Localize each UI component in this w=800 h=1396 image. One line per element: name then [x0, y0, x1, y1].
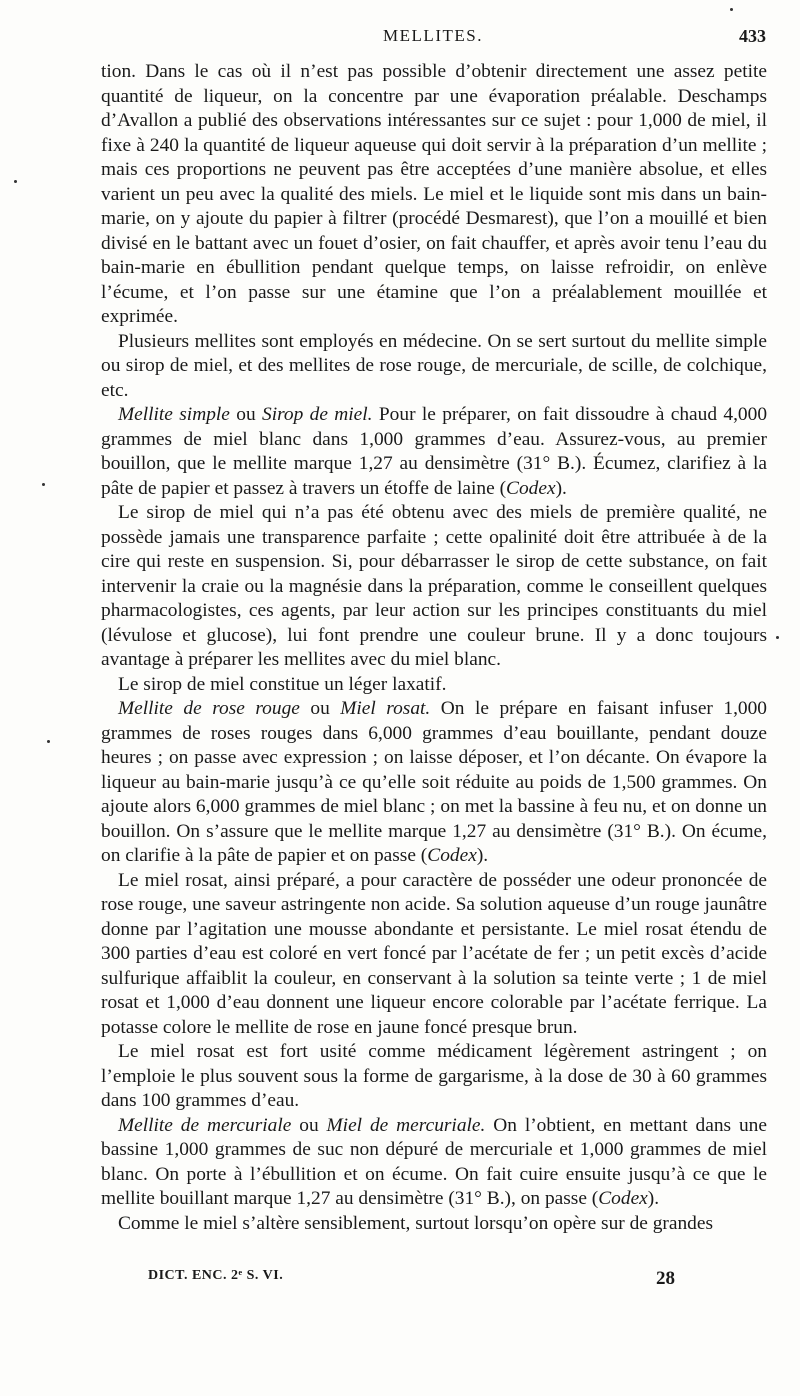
running-title: MELLITES. — [383, 26, 483, 45]
paragraph: Le miel rosat, ainsi préparé, a pour caractère de posséder une odeur prononcée de rose rouge, une saveur astringente non acide. Sa solution aqueuse d’un rouge jaunâtre donne par l’agitation une mousse abondante et persistante. Le miel rosat étendu de 300 parties d’eau est coloré en vert foncé par l’acétate de fer ; un petit excès d’acide sulfurique affaiblit la couleur, en conservant à la solution sa teinte verte ; 1 de miel rosat et 1,000 d’eau donnent une liqueur encore colorable par l’acétate ferrique. La potasse colore le mellite de rose en jaune foncé presque brun. — [101, 869, 767, 1038]
paragraph: Comme le miel s’altère sensiblement, surtout lorsqu’on opère sur de grandes — [118, 1212, 714, 1234]
signature-number: 28 — [656, 1268, 675, 1289]
scan-speck — [42, 483, 45, 486]
scan-speck — [730, 8, 733, 11]
paragraph-mellite-rose: Mellite de rose rouge ou Miel rosat. On le prépare en faisant infuser 1,000 grammes de roses rouges dans 6,000 grammes d’eau bouillante, pendant douze heures ; on passe avec expression ; on laisse déposer, et l’on décante. On évapore la liqueur au bain-marie jusqu’à ce qu’elle soit réduite au poids de 1,500 grammes. On ajoute alors 6,000 grammes de miel blanc ; on met la bassine à feu nu, et on donne un bouillon. On s’assure que le mellite marque 1,27 au densimètre (31° B.). On écume, on clarifie à la pâte de papier et on passe (Codex). — [101, 698, 767, 866]
entry-title: Mellite de rose rouge — [118, 698, 300, 719]
entry-title-alt: Miel de mercuriale. — [326, 1114, 486, 1136]
body-text — [101, 60, 767, 1236]
paragraph: Le sirop de miel constitue un léger laxatif. — [118, 673, 447, 695]
entry-title-alt: Miel rosat. — [340, 698, 431, 719]
paragraph: Le miel rosat est fort usité comme médicament légèrement astringent ; on l’emploie le plus souvent sous la forme de gargarisme, à la dose de 30 à 60 grammes dans 100 grammes d’eau. — [101, 1041, 767, 1111]
page-header — [100, 26, 766, 50]
paragraph-continuation: tion. Dans le cas où il n’est pas possible d’obtenir directement une assez petite quantité de liqueur, on la concentre par une évaporation préalable. Deschamps d’Avallon a publié des observations intéressantes sur ce sujet : pour 1,000 de miel, il fixe à 240 la quantité de liqueur aqueuse qui doit servir à la préparation d’un mellite ; mais ces proportions ne peuvent pas être acceptées d’une manière absolue, et elles varient un peu avec la qualité des miels. Le miel et le liquide sont mis dans un bain-marie, on y ajoute du papier à filtrer (procédé Desmarest), que l’on a mouillé et bien divisé en le battant avec un fouet d’osier, on fait chauffer, et après avoir tenu l’eau du bain-marie en ébullition pendant quelque temps, on laisse refroidir, on enlève l’écume, et l’on passe sur une étamine que l’on a préalablement mouillée et exprimée. — [101, 61, 767, 327]
scan-speck — [776, 636, 779, 639]
paragraph: Le sirop de miel qui n’a pas été obtenu avec des miels de première qualité, ne possède jamais une transparence parfaite ; cette opalinité doit être attribuée à de la cire qui reste en suspension. Si, pour débarrasser le sirop de cette substance, on fait intervenir la craie ou la magnésie dans la préparation, comme le conseillent quelques pharmacologistes, ces agents, par leur action sur les principes constituants du miel (lévulose et glucose), lui font prendre une couleur brune. Il y a donc toujours avantage à préparer les mellites avec du miel blanc. — [101, 502, 767, 670]
paragraph-mellite-simple: Mellite simple ou Sirop de miel. Pour le préparer, on fait dissoudre à chaud 4,000 grammes de miel blanc dans 1,000 grammes d’eau. Assurez-vous, au premier bouillon, que le mellite marque 1,27 au densimètre (31° B.). Écumez, clarifiez à la pâte de papier et passez à travers un étoffe de laine (Codex). — [101, 404, 768, 499]
source-codex: Codex — [506, 477, 556, 499]
page-footer — [148, 1268, 678, 1292]
entry-title-alt: Sirop de miel. — [262, 404, 373, 425]
source-codex: Codex — [598, 1188, 648, 1209]
paragraph: Plusieurs mellites sont employés en médecine. On se sert surtout du mellite simple ou sirop de miel, et des mellites de rose rouge, de mercuriale, de scille, de colchique, etc. — [101, 330, 767, 401]
entry-title: Mellite simple — [118, 404, 230, 425]
scan-speck — [47, 740, 50, 743]
page-number: 433 — [739, 26, 766, 46]
entry-title: Mellite de mercuriale — [118, 1114, 292, 1136]
scan-speck — [14, 180, 17, 183]
printer-signature: DICT. ENC. 2ᵉ S. VI. — [148, 1268, 284, 1283]
source-codex: Codex — [427, 845, 477, 866]
paragraph-mellite-mercuriale: Mellite de mercuriale ou Miel de mercuriale. On l’obtient, en mettant dans une bassine 1,000 grammes de suc non dépuré de mercuriale et 1,000 grammes de miel blanc. On porte à l’ébullition et on écume. On fait cuire ensuite jusqu’à ce que le mellite bouillant marque 1,27 au densimètre (31° B.), on passe (Codex). — [101, 1114, 767, 1209]
